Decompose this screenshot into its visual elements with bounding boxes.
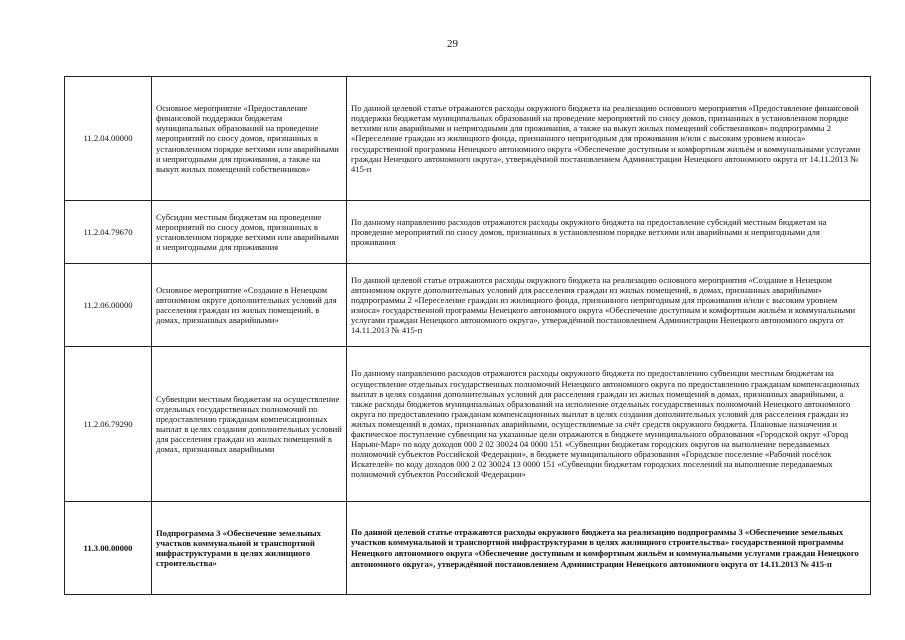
table-row — [65, 502, 871, 595]
target-article-code: 11.2.06.79290 — [65, 347, 152, 502]
target-article-name: Субсидии местным бюджетам на проведение мероприятий по сносу домов, признанных в установленном порядке ветхими или аварийными и непригодными для проживания — [152, 201, 347, 264]
target-article-description: По данной целевой статье отражаются расходы окружного бюджета на реализацию основного мероприятия «Предоставление финансовой поддержки бюджетам муниципальных образований на проведение мероприятий по сносу домов, признанных в установленном порядке ветхими или аварийными и непригодными для проживания, а также на выкуп жилых помещений собственников» подпрограммы 2 «Переселение граждан из жилищного фонда, признанного непригодным для проживания и/или с высоким уровнем износа» государственной программы Ненецкого автономного округа «Обеспечение доступным и комфортным жильём и коммунальными услугами граждан Ненецкого автономного округа», утверждённой постановлением Администрации Ненецкого автономного округа от 14.11.2013 № 415-п — [347, 77, 871, 201]
page-number: 29 — [447, 38, 458, 50]
target-article-name: Основное мероприятие «Создание в Ненецком автономном округе дополнительных условий для расселения граждан из жилых помещений, в домах, признанных аварийными» — [152, 264, 347, 347]
table-row — [65, 201, 871, 264]
budget-classification-table — [64, 76, 871, 595]
target-article-description: По данной целевой статье отражаются расходы окружного бюджета на реализацию основного мероприятия «Создание в Ненецком автономном округе дополнительных условий для расселения граждан из жилых помещений, в домах, признанных аварийными» подпрограммы 2 «Переселение граждан из жилищного фонда, признанного непригодным для проживания и/или с высоким уровнем износа» государственной программы Ненецкого автономного округа «Обеспечение доступным и комфортным жильём и коммунальными услугами граждан Ненецкого автономного округа», утверждённой постановлением Администрации Ненецкого автономного округа от 14.11.2013 № 415-п — [347, 264, 871, 347]
target-article-description: По данной целевой статье отражаются расходы окружного бюджета на реализацию подпрограммы 3 «Обеспечение земельных участков коммунальной и транспортной инфраструктурами в целях жилищного строительства» государственной программы Ненецкого автономного округа «Обеспечение доступным и комфортным жильём и коммунальными услугами граждан Ненецкого автономного округа», утверждённой постановлением Администрации Ненецкого автономного округа от 14.11.2013 № 415-п — [347, 502, 871, 595]
target-article-code: 11.2.04.00000 — [65, 77, 152, 201]
target-article-code: 11.3.00.00000 — [65, 502, 152, 595]
table-row — [65, 347, 871, 502]
table-row — [65, 264, 871, 347]
target-article-name: Субвенции местным бюджетам на осуществление отдельных государственных полномочий по предоставлению гражданам компенсационных выплат в целях создания дополнительных условий для расселения граждан из жилых помещений в домах, признанных аварийными — [152, 347, 347, 502]
target-article-description: По данному направлению расходов отражаются расходы окружного бюджета на предоставление субсидий местным бюджетам на проведение мероприятий по сносу домов, признанных в установленном порядке ветхими или аварийными и непригодными для проживания — [347, 201, 871, 264]
target-article-code: 11.2.04.79670 — [65, 201, 152, 264]
target-article-name: Основное мероприятие «Предоставление финансовой поддержки бюджетам муниципальных образований на проведение мероприятий по сносу домов, признанных в установленном порядке ветхими или аварийными и непригодными для проживания, а также на выкуп жилых помещений собственников» — [152, 77, 347, 201]
target-article-name: Подпрограмма 3 «Обеспечение земельных участков коммунальной и транспортной инфраструктурами в целях жилищного строительства» — [152, 502, 347, 595]
target-article-description: По данному направлению расходов отражаются расходы окружного бюджета по предоставлению субвенции местным бюджетам на осуществление отдельных государственных полномочий Ненецкого автономного округа по предоставлению гражданам компенсационных выплат в целях создания дополнительных условий для расселения граждан из жилых помещений в домах, признанных аварийными, а также расходы бюджетов муниципальных образований на исполнение отдельных государственных полномочий Ненецкого автономного округа по предоставлению гражданам компенсационных выплат в целях создания дополнительных условий для расселения граждан из жилых помещений в домах, признанных аварийными, осуществляемые за счёт средств окружного бюджета. Плановые назначения и фактическое поступление субвенции на указанные цели отражаются в бюджете муниципального образования «Городской округ «Город Нарьян-Мар» по коду доходов 000 2 02 30024 04 0000 151 «Субвенции бюджетам городских округов на выполнение передаваемых полномочий субъектов Российской Федерации», в бюджете муниципального образования «Городское поселение «Рабочий посёлок Искателей» по коду доходов 000 2 02 30024 13 0000 151 «Субвенции бюджетам городских поселений на выполнение передаваемых полномочий субъектов Российской Федерации» — [347, 347, 871, 502]
target-article-code: 11.2.06.00000 — [65, 264, 152, 347]
table-row — [65, 77, 871, 201]
